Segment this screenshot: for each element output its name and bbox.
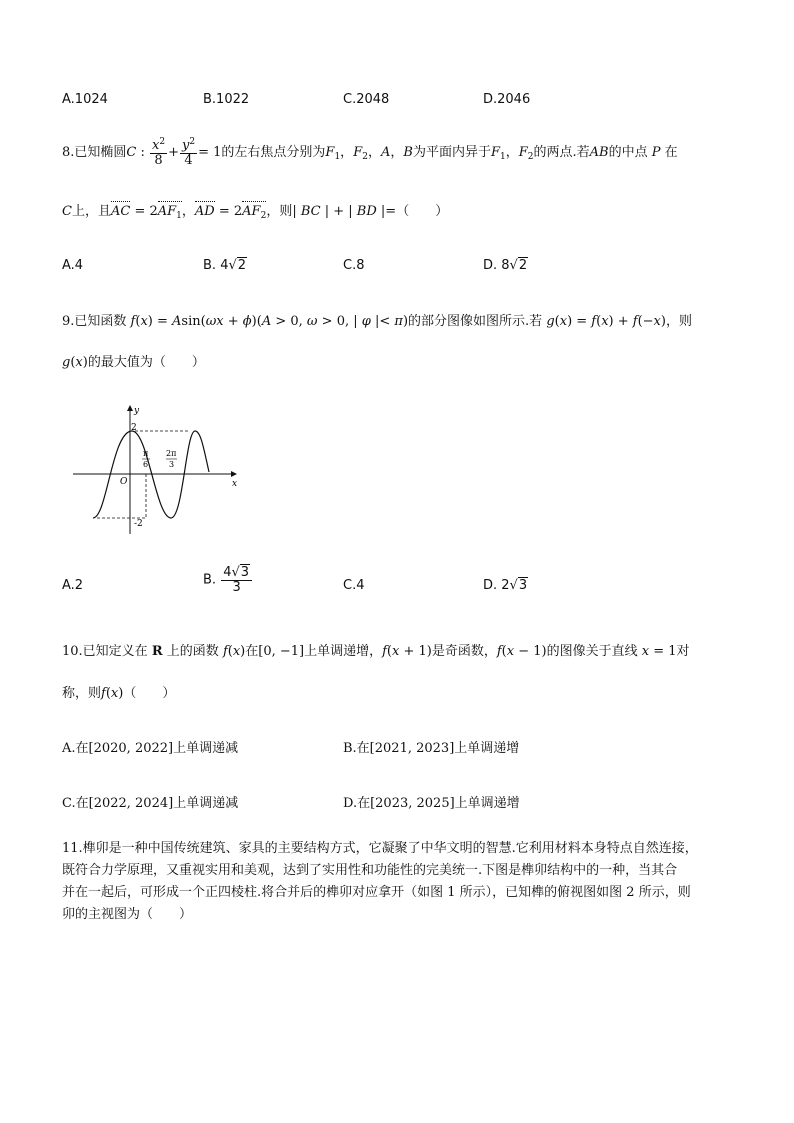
q8-text: 上，且: [71, 204, 111, 219]
q9-stem-line1: 9.已知函数 f(x) = Asin(ωx + ϕ)(A > 0, ω > 0, | φ |< π)的部分图像如图所示.若 g(x) = f(x) + f(−x)，则: [62, 314, 692, 329]
q9-text: 的部分图像如图所示.若: [408, 314, 543, 329]
q10-option-a: A.在[2020, 2022]上单调递减: [62, 741, 239, 756]
q7-option-b: B.1022: [203, 92, 250, 107]
q11-line4: 卯的主视图为（ ）: [62, 907, 193, 922]
q8-text: 8.已知椭圆: [62, 145, 127, 161]
q9-graph: [70, 400, 245, 538]
q8-text: 的两点.若: [533, 145, 590, 161]
q8-text: 为平面内异于: [412, 145, 491, 161]
q8-stem-line2: C上，且AC = $2AF_1$，AD = $2AF_2$，则| BC | + | BD |=（ ）: [62, 204, 449, 221]
q8-option-a: A.4: [62, 258, 84, 273]
q10-stem-line1: 10.已知定义在 R 上的函数 f(x)在[0, −1]上单调递增，f(x + 1)是奇函数，f(x − 1)的图像关于直线 x = 1对: [62, 644, 690, 659]
y-axis-label: y: [134, 406, 140, 416]
q8-option-d: D. 8√2: [483, 258, 528, 273]
xtick1-den: 6: [143, 460, 149, 469]
q8-option-c: C.8: [343, 258, 365, 273]
q10-option-b: B.在[2021, 2023]上单调递增: [343, 741, 520, 756]
q10-text: 称，则: [62, 686, 102, 701]
x-axis-label: x: [232, 479, 238, 489]
q9-text: 的最大值为（ ）: [87, 355, 205, 370]
q8-text: 在: [664, 145, 678, 161]
q11-stem: [62, 838, 698, 926]
q10-stem-line2: 称，则f(x)（ ）: [62, 686, 176, 701]
q9-text: ，则: [665, 314, 692, 329]
q10-text: 对: [676, 644, 690, 659]
q8-option-b: B. 4√2: [203, 258, 247, 273]
q9-text: 9.已知函数: [62, 314, 127, 329]
q7-option-c: C.2048: [343, 92, 390, 107]
q8-text: 的左右焦点分别为: [221, 145, 326, 161]
q9-stem-line2: g(x)的最大值为（ ）: [62, 355, 205, 370]
q10-text: 10.已知定义在: [62, 644, 148, 659]
xtick2-num: 2π: [166, 449, 177, 458]
origin-label: O: [120, 477, 128, 487]
q8-text: 的中点: [608, 145, 648, 161]
xtick1-num: π: [143, 449, 149, 458]
q11-line3: 并在一起后，可形成一个正四棱柱.将合并后的榫卯对应拿开（如图 1 所示），已知榫的俯视图如图 2 所示，则: [62, 885, 691, 900]
ytick-top: 2: [131, 423, 137, 433]
q9-option-b: B. $\frac{4√3}{3}$: [203, 566, 253, 594]
q9-option-a: A.2: [62, 578, 84, 593]
q8-stem-line1: 8.已知椭圆C : $\frac{x^2}{8}$ + $\frac{y^2}{4}$ = 1的左右焦点分别为$F_1$，$F_2$，A，B为平面内异于$F_1$，$F_2$的两点.若AB的中点 P 在: [62, 137, 678, 168]
q10-text: 上单调递增，: [304, 644, 383, 659]
q8-text: （ ）: [396, 204, 449, 219]
q8-text: ，则: [266, 204, 293, 219]
q10-option-c: C.在[2022, 2024]上单调递减: [62, 796, 239, 811]
xtick2-den: 3: [169, 460, 175, 469]
q10-text: 是奇函数，: [431, 644, 497, 659]
ytick-bottom: -2: [134, 519, 143, 529]
q9-option-c: C.4: [343, 578, 365, 593]
q9-option-d: D. 2√3: [483, 578, 528, 593]
q11-line1: 11.榫卯是一种中国传统建筑、家具的主要结构方式，它凝聚了中华文明的智慧.它利用材料本身特点自然连接，: [62, 841, 698, 856]
q10-text: （ ）: [123, 686, 176, 701]
q10-text: 上的函数: [166, 644, 219, 659]
q10-text: 的图像关于直线: [546, 644, 638, 659]
q10-option-d: D.在[2023, 2025]上单调递增: [343, 796, 520, 811]
q7-option-a: A.1024: [62, 92, 108, 107]
q7-option-d: D.2046: [483, 92, 531, 107]
q11-line2: 既符合力学原理，又重视实用和美观，达到了实用性和功能性的完美统一.下图是榫卯结构中的一种，当其合: [62, 863, 678, 878]
